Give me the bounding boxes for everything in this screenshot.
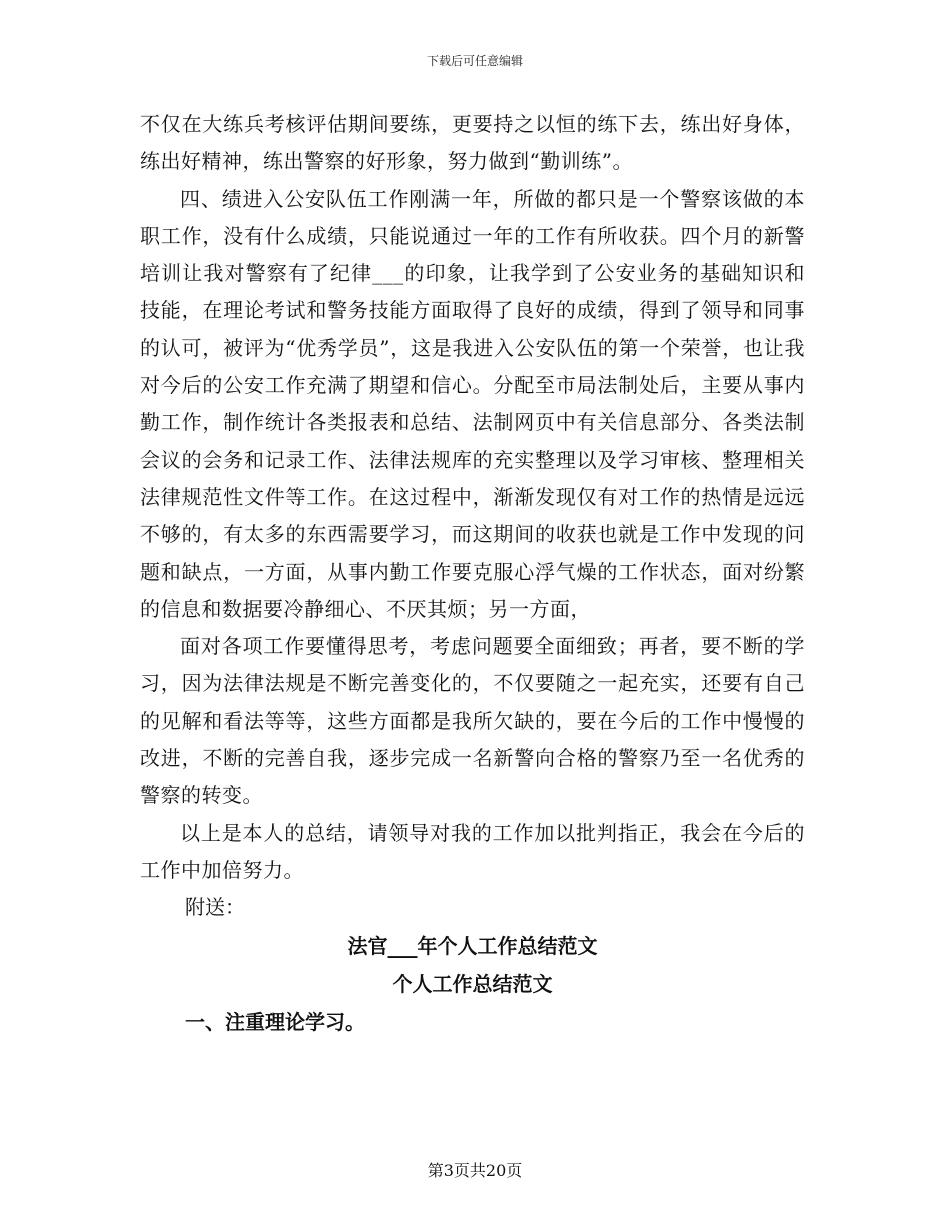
paragraph-conclusion: 以上是本人的总结，请领导对我的工作加以批判指正，我会在今后的工作中加倍努力。 — [140, 820, 805, 882]
section-heading: 一、注重理论学习。 — [185, 1009, 365, 1034]
paragraph-achievements: 四、绩进入公安队伍工作刚满一年，所做的都只是一个警察该做的本职工作，没有什么成绩，只能说通过一年的工作有所收获。四个月的新警培训让我对警察有了纪律___的印象，让我学到了公安业务的基础知识和技能，在理论考试和警务技能方面取得了良好的成绩，得到了领导和同事的认可，被评为“优秀学员”，这是我进入公安队伍的第一个荣誉，也让我对今后的公安工作充满了期望和信心。分配至市局法制处后，主要从事内勤工作，制作统计各类报表和总结、法制网页中有关信息部分、各类法制会议的会务和记录工作、法律法规库的充实整理以及学习审核、整理相关法律规范性文件等工作。在这过程中，渐渐发现仅有对工作的热情是远远不够的，有太多的东西需要学习，而这期间的收获也就是工作中发现的问题和缺点，一方面，从事内勤工作要克服心浮气燥的工作状态，面对纷繁的信息和数据要冷静细心、不厌其烦；另一方面， — [140, 186, 805, 621]
attachment-label: 附送： — [185, 895, 245, 920]
document-body — [140, 106, 805, 1041]
page-header-note: 下载后可任意编辑 — [426, 54, 523, 68]
page-number-footer: 第3页共20页 — [427, 1161, 523, 1180]
paragraph-continuation: 不仅在大练兵考核评估期间要练，更要持之以恒的练下去，练出好身体，练出好精神，练出警察的好形象，努力做到“勤训练”。 — [140, 112, 805, 174]
document-title: 法官___年个人工作总结范文 — [347, 933, 598, 958]
document-subtitle: 个人工作总结范文 — [392, 971, 553, 996]
paragraph-improvement: 面对各项工作要懂得思考，考虑问题要全面细致；再者，要不断的学习，因为法律法规是不断完善变化的，不仅要随之一起充实，还要有自己的见解和看法等等，这些方面都是我所欠缺的，要在今后的工作中慢慢的改进，不断的完善自我，逐步完成一名新警向合格的警察乃至一名优秀的警察的转变。 — [140, 634, 805, 808]
